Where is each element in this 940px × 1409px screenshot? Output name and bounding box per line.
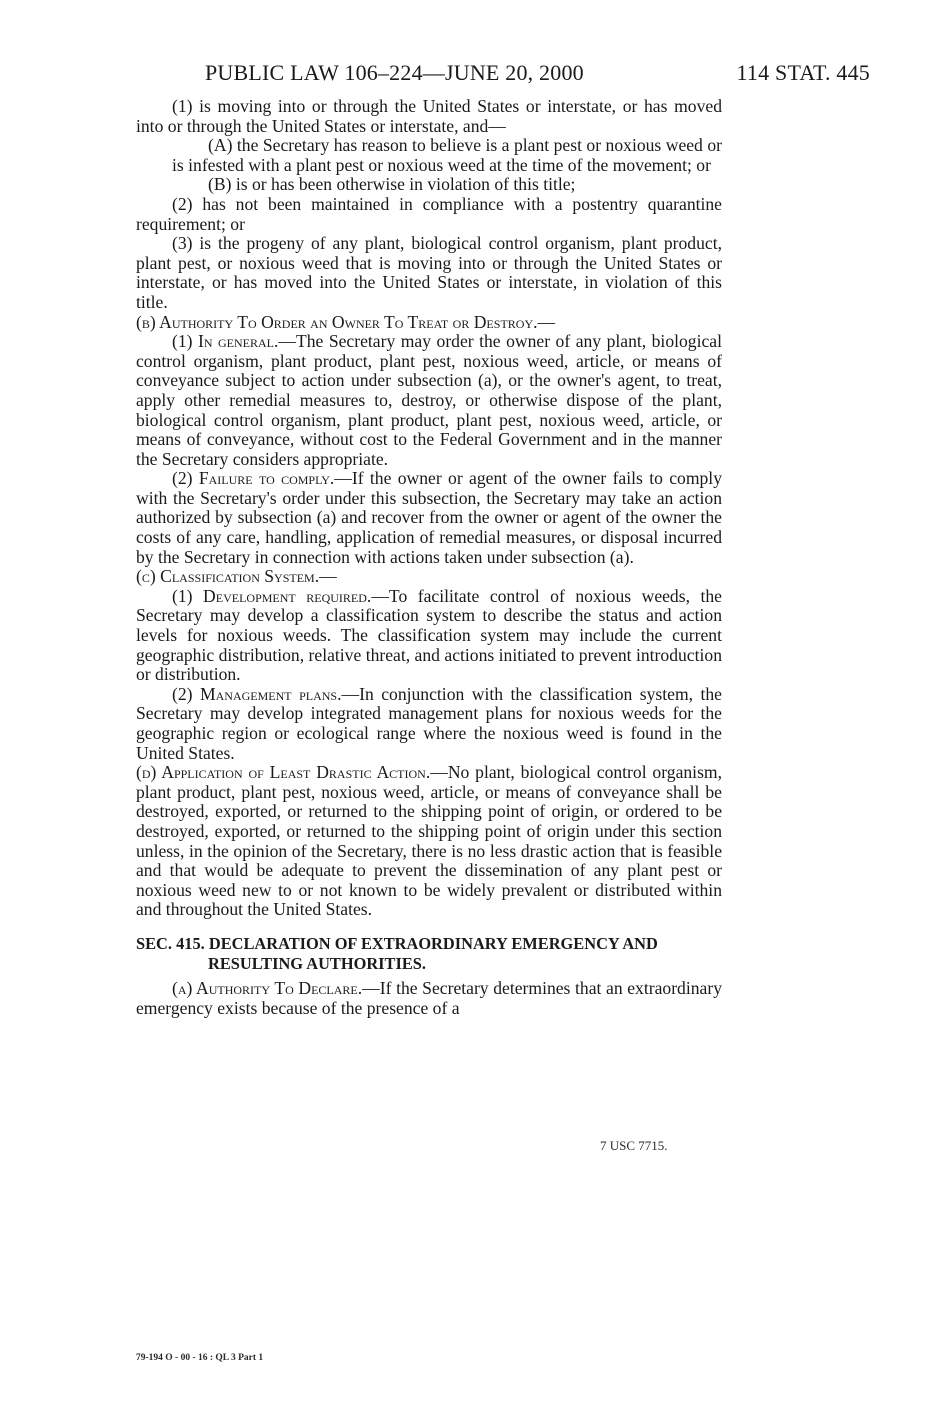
subsection-d-text: —No plant, biological control organism, plant product, plant pest, noxious weed, article, or means of conveyance shall be destroyed, exported, or returned to the shipping point of origin, or ordered to be destroyed, exported, or returned to the shipping point of origin under this section unless, in the opinion of the Secretary, there is no less drastic action that is feasible and that would be adequate to prevent the dissemination of any plant pest or noxious weed new to or not known to be widely prevalent or distributed within and throughout the United States. (136, 762, 722, 920)
para-b1 (136, 332, 722, 469)
section-415-para-a-label: (a) Authority To Declare. (172, 978, 363, 999)
subsection-b-heading-text: (b) Authority To Order an Owner To Treat or Destroy.— (136, 311, 556, 332)
para-c2 (136, 685, 722, 763)
para-b1-label: (1) In general. (172, 331, 279, 352)
running-header (205, 60, 870, 86)
section-415-para-a (136, 979, 722, 1018)
para-b1-text: —The Secretary may order the owner of any plant, biological control organism, plant product, plant pest, noxious weed, article, or means of conveyance subject to action under subsection (a), or the owner's agent, to treat, apply other remedial measures to, destroy, or otherwise dispose of the plant, biological control organism, plant product, plant pest, noxious weed, article, or means of conveyance, without cost to the Federal Government and in the manner the Secretary considers appropriate. (136, 331, 722, 469)
header-title: PUBLIC LAW 106–224—JUNE 20, 2000 (205, 60, 584, 85)
para-1: (1) is moving into or through the United States or interstate, or has moved into or through the United States or interstate, and— (136, 96, 722, 136)
section-415-heading: SEC. 415. DECLARATION OF EXTRAORDINARY EMERGENCY AND RESULTING AUTHORITIES. (136, 933, 658, 973)
subsection-d-label: (d) Application of Least Drastic Action. (136, 762, 431, 783)
usc-margin-note: 7 USC 7715. (600, 1138, 668, 1153)
para-b2 (136, 469, 722, 567)
section-415-para-a-text: —If the Secretary determines that an extraordinary emergency exists because of the presence of a (136, 978, 722, 1018)
body-text (136, 97, 722, 1018)
subsection-c-heading-text: (c) Classification System.— (136, 566, 337, 587)
para-c2-text: —In conjunction with the classification system, the Secretary may develop integrated management plans for noxious weeds for the geographic region or ecological range where the noxious weed is found in the United States. (136, 683, 722, 763)
para-b2-text: —If the owner or agent of the owner fails to comply with the Secretary's order under this subsection, the Secretary may take an action authorized by subsection (a) and recover from the owner or agent of the owner the costs of any care, handling, application of remedial measures, or disposal incurred by the Secretary in connection with actions taken under subsection (a). (136, 468, 722, 567)
subsection-b-heading (136, 313, 722, 333)
para-b2-label: (2) Failure to comply. (172, 468, 335, 489)
header-stat-page: 114 STAT. 445 (736, 60, 870, 85)
para-c1 (136, 587, 722, 685)
para-c1-label: (1) Development required. (172, 585, 372, 606)
para-B: (B) is or has been otherwise in violation of this title; (208, 174, 576, 195)
print-footer: 79-194 O - 00 - 16 : QL 3 Part 1 (136, 1353, 264, 1363)
para-c1-text: —To facilitate control of noxious weeds, the Secretary may develop a classification system to describe the status and action levels for noxious weeds. The classification system may include the current geographic distribution, relative threat, and actions initiated to prevent introduction or distribution. (136, 585, 722, 685)
subsection-c-heading (136, 567, 722, 587)
para-c2-label: (2) Management plans. (172, 683, 342, 704)
para-3: (3) is the progeny of any plant, biological control organism, plant product, plant pest, or noxious weed that is moving into or through the United States or interstate, or has moved into the United States or interstate, in violation of this title. (136, 233, 722, 312)
para-A: (A) the Secretary has reason to believe is a plant pest or noxious weed or is infested with a plant pest or noxious weed at the time of the movement; or (172, 135, 722, 175)
para-2: (2) has not been maintained in compliance with a postentry quarantine requirement; or (136, 193, 722, 234)
subsection-d (136, 763, 722, 920)
